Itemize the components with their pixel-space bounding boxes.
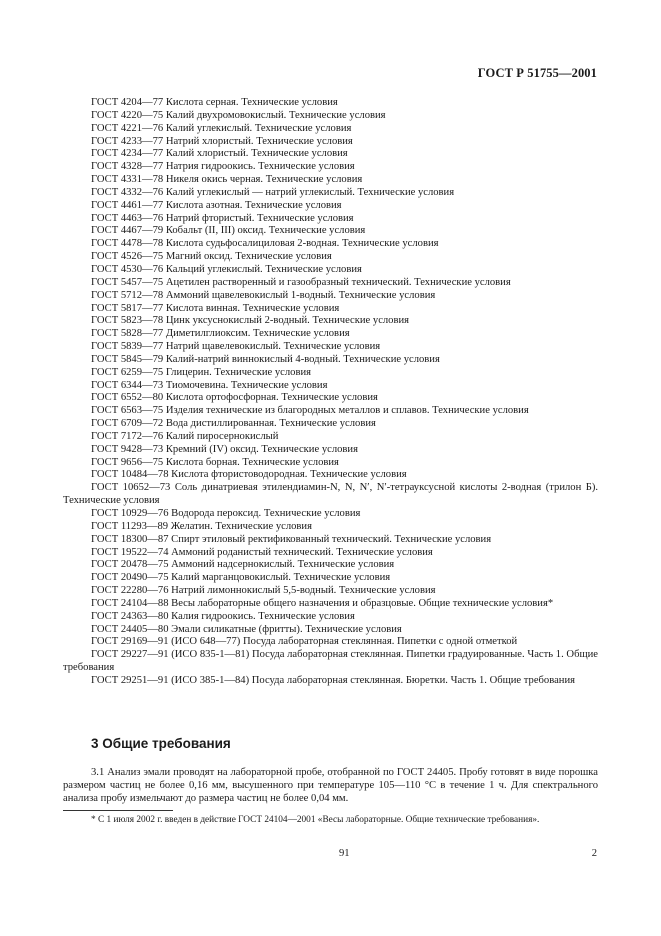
reference-item: ГОСТ 4526—75 Магний оксид. Технические условия [91,251,332,263]
reference-item: ГОСТ 29169—91 (ИСО 648—77) Посуда лабораторная стеклянная. Пипетки с одной отметкой [91,636,518,648]
reference-item: ГОСТ 24405—80 Эмали силикатные (фритты). Технические условия [91,623,402,635]
reference-list [63,97,598,688]
reference-item: ГОСТ 9656—75 Кислота борная. Технические условия [91,456,339,468]
reference-item: ГОСТ 22280—76 Натрий лимоннокислый 5,5-водный. Технические условия [91,585,436,597]
body-paragraph: 3.1 Анализ эмали проводят на лабораторной пробе, отобранной по ГОСТ 24405. Пробу готовят в виде порошка размером частиц не более 0,16 мм, высушенного при температуре 105—110 °С в течение 1 ч. Для спектрального анализа пробу измельчают до размера частиц не более 0,04 мм. [63,767,598,805]
reference-item: ГОСТ 6259—75 Глицерин. Технические условия [91,366,311,378]
reference-item: ГОСТ 4478—78 Кислота судьфосалициловая 2-водная. Технические условия [91,238,439,250]
reference-item: ГОСТ 18300—87 Спирт этиловый ректификованный технический. Технические условия [91,533,492,545]
reference-item: ГОСТ 4461—77 Кислота азотная. Технические условия [91,199,342,211]
reference-item: ГОСТ 4530—76 Кальций углекислый. Технические условия [91,263,362,275]
page-number-right: 2 [591,848,597,859]
footnote-divider [63,810,173,811]
reference-item: ГОСТ 5845—79 Калий-натрий виннокислый 4-водный. Технические условия [91,353,440,365]
reference-item: ГОСТ 4220—75 Калий двухромовокислый. Технические условия [91,109,386,121]
reference-item: ГОСТ 29251—91 (ИСО 385-1—84) Посуда лабораторная стеклянная. Бюретки. Часть 1. Общие требования [91,674,576,686]
reference-item: ГОСТ 5817—77 Кислота винная. Технические условия [91,302,340,314]
reference-item: ГОСТ 5457—75 Ацетилен растворенный и газообразный технический. Технические условия [91,276,511,288]
reference-item: ГОСТ 4332—76 Калий углекислый — натрий углекислый. Технические условия [91,186,455,198]
reference-item: ГОСТ 24363—80 Калия гидроокись. Технические условия [91,610,355,622]
reference-item: ГОСТ 4233—77 Натрий хлористый. Технические условия [91,135,353,147]
reference-item: ГОСТ 6344—73 Тиомочевина. Технические условия [91,379,328,391]
reference-item: ГОСТ 10484—78 Кислота фтористоводородная. Технические условия [91,469,407,481]
reference-item: ГОСТ 5823—78 Цинк уксуснокислый 2-водный. Технические условия [91,315,410,327]
reference-item: ГОСТ 4331—78 Никеля окись черная. Технические условия [91,174,363,186]
reference-item: ГОСТ 4221—76 Калий углекислый. Технические условия [91,122,352,134]
reference-item: ГОСТ 4463—76 Натрий фтористый. Технические условия [91,212,354,224]
section-heading: 3 Общие требования [91,736,231,751]
reference-item: ГОСТ 7172—76 Калий пиросернокислый [91,430,279,442]
reference-item: ГОСТ 29227—91 (ИСО 835-1—81) Посуда лабораторная стеклянная. Пипетки градуированные. Часть 1. Общие требования [63,649,598,674]
reference-item: ГОСТ 6709—72 Вода дистиллированная. Технические условия [91,418,376,430]
reference-item: ГОСТ 4328—77 Натрия гидроокись. Технические условия [91,161,355,173]
reference-item: ГОСТ 5828—77 Диметилглиоксим. Технические условия [91,328,350,340]
reference-item: ГОСТ 4467—79 Кобальт (II, III) оксид. Технические условия [91,225,366,237]
reference-item: ГОСТ 5712—78 Аммоний щавелевокислый 1-водный. Технические условия [91,289,436,301]
reference-item: ГОСТ 20478—75 Аммоний надсернокислый. Технические условия [91,559,395,571]
footnote: * С 1 июля 2002 г. введен в действие ГОСТ 24104—2001 «Весы лабораторные. Общие технические требования». [91,815,540,825]
reference-item: ГОСТ 5839—77 Натрий щавелевокислый. Технические условия [91,341,381,353]
document-header: ГОСТ Р 51755—2001 [477,66,597,80]
reference-item: ГОСТ 19522—74 Аммоний роданистый технический. Технические условия [91,546,433,558]
page-number-center: 91 [339,848,350,859]
reference-item: ГОСТ 4204—77 Кислота серная. Технические условия [91,97,338,108]
reference-item: ГОСТ 20490—75 Калий марганцовокислый. Технические условия [91,572,391,584]
reference-item: ГОСТ 4234—77 Калий хлористый. Технические условия [91,148,348,160]
reference-item: ГОСТ 6563—75 Изделия технические из благородных металлов и сплавов. Технические условия [91,405,529,417]
reference-item: ГОСТ 6552—80 Кислота ортофосфорная. Технические условия [91,392,378,404]
reference-item: ГОСТ 10652—73 Соль динатриевая этилендиамин-N, N, N′, N′-тетрауксусной кислоты 2-водная (трилон Б). Технические условия [63,482,598,507]
reference-item: ГОСТ 11293—89 Желатин. Технические условия [91,520,312,532]
reference-item: ГОСТ 24104—88 Весы лабораторные общего назначения и образцовые. Общие технические условия* [91,597,554,609]
reference-item: ГОСТ 9428—73 Кремний (IV) оксид. Технические условия [91,443,358,455]
reference-item: ГОСТ 10929—76 Водорода пероксид. Технические условия [91,508,361,519]
